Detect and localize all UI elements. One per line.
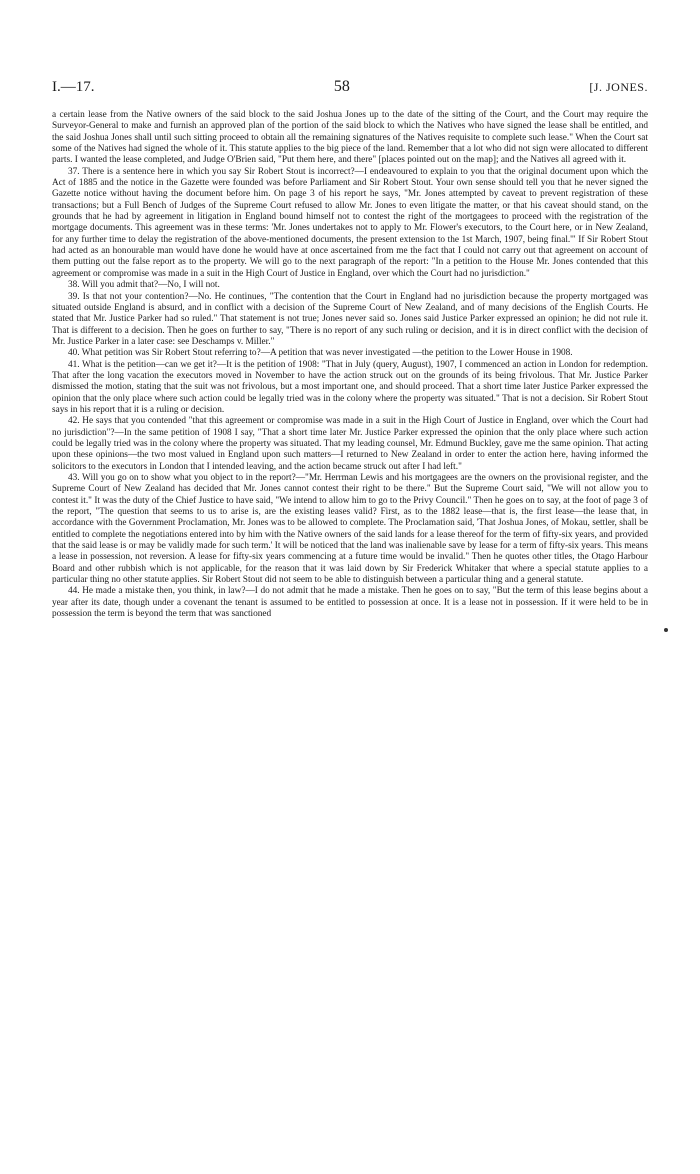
paragraph: a certain lease from the Native owners of the said block to the said Joshua Jones up to the date of the sitting of the Court, and the Court may require the Surveyor-General to make and furnish an approved plan of the portion of the said block to which the Natives who have signed the lease shall be entitled, and the said Joshua Jones shall until such sitting proceed to obtain all the remaining signatures of the Natives requisite to complete such lease." When the Court sat some of the Natives had signed the whole of it. This statute applies to the big piece of the land. Remember that a lot who did not sign were allocated to different parts. I wanted the lease completed, and Judge O'Brien said, "Put them here, and there" [places pointed out on the map]; and the Natives all agreed with it. bbox=[52, 110, 648, 166]
paragraph: 42. He says that you contended "that this agreement or compromise was made in a suit in the High Court of Justice in England, over which the Court had no jurisdiction"?—In the same petition of 1908 I say, "That a short time later Mr. Justice Parker expressed the opinion that the only place where such action could be legally tried was in the colony where the property was situated. That my leading counsel, Mr. Edmund Buckley, gave me the same opinion. That acting upon these opinions—the two most valued in England upon such matters—I returned to New Zealand in order to enter the action here, having informed the solicitors to the executors in London that I intended leaving, and the action became struck out after I had left." bbox=[52, 416, 648, 472]
paragraph: 39. Is that not your contention?—No. He continues, "The contention that the Court in England had no jurisdiction because the property mortgaged was situated outside England is absurd, and in conflict with a decision of the Supreme Court of New Zealand, and of many decisions of the English Courts. He stated that Mr. Justice Parker had so ruled." That statement is not true; Jones never said so. Jones said Justice Parker expressed an opinion; he did not rule it. That is different to a decision. Then he goes on further to say, "There is no report of any such ruling or decision, and it is in direct conflict with the decision of Mr. Justice Parker in a later case: see Deschamps v. Miller." bbox=[52, 291, 648, 347]
witness-name: [J. JONES. bbox=[589, 80, 648, 94]
paragraph: 37. There is a sentence here in which you say Sir Robert Stout is incorrect?—I endeavoured to explain to you that the original document upon which the Act of 1885 and the notice in the Gazette were founded was before Parliament and Sir Robert Stout. Your own sense should tell you that he never signed the Gazette notice without having the document before him. On page 3 of his report he says, "Mr. Jones attempted by caveat to prevent registration of these transactions; but a Full Bench of Judges of the Supreme Court refused to allow Mr. Jones to even litigate the matter, or that his caveat should stand, on the grounds that he had by agreement in litigation in England bound himself not to contest the right of the mortgagees to proceed with the registration of the mortgage documents. This agreement was in these terms: 'Mr. Jones undertakes not to apply to Mr. Flower's executors, to the Court here, or in New Zealand, for any further time to delay the registration of the above-mentioned documents, the present extension to the 1st March, 1907, being final.'" If Sir Robert Stout had acted as an honourable man would have done he would have at once ascertained from me the fact that I could not carry out that agreement on account of them putting out the false report as to the property. We will go to the next paragraph of the report: "In a petition to the House Mr. Jones contended that this agreement or compromise was made in a suit in the High Court of Justice in England, over which the Court had no jurisdiction." bbox=[52, 166, 648, 279]
page-header bbox=[52, 78, 648, 96]
report-reference: I.—17. bbox=[52, 79, 95, 95]
paragraph: 43. Will you go on to show what you object to in the report?—"Mr. Herrman Lewis and his mortgagees are the owners on the provisional register, and the Supreme Court of New Zealand has decided that Mr. Jones cannot contest their right to be there." But the Supreme Court said, "We will not allow you to contest it." It was the duty of the Chief Justice to have said, "We intend to allow him to go to the Privy Council." Then he goes on to say, at the foot of page 3 of the report, "The question that seems to us to arise is, are the existing leases valid? First, as to the 1882 lease—that is, the first lease—the lease that, in accordance with the Government Proclamation, Mr. Jones was to be allowed to complete. The Proclamation said, 'That Joshua Jones, of Mokau, settler, shall be entitled to complete the negotiations entered into by him with the Native owners of the said lands for a lease thereof for the term of fifty-six years, and provided that the said lease is or may be validly made for such term.' It will be noticed that the land was inalienable save by lease for a term of fifty-six years. This means a lease in possession, not reversion. A lease for fifty-six years commencing at a future time would be invalid." Then he quotes other titles, the Otago Harbour Board and other rubbish which is not applicable, for the reason that it was laid down by Sir Frederick Whitaker that where a special statute applies to a particular thing no other statute applies. Sir Robert Stout did not seem to be able to distinguish between a particular thing and a general statute. bbox=[52, 473, 648, 586]
document-body bbox=[52, 110, 648, 620]
paragraph: 41. What is the petition—can we get it?—It is the petition of 1908: "That in July (query, August), 1907, I commenced an action in London for redemption. That after the long vacation the executors moved in November to have the action struck out on the grounds of its being frivolous. That Mr. Justice Parker dismissed the motion, stating that the suit was not frivolous, but a most important one, and should proceed. That a short time later Justice Parker expressed the opinion that the only place where such action could be legally tried was in the colony where the property was situated." That is not a decision. Sir Robert Stout says in his report that it is a ruling or decision. bbox=[52, 359, 648, 415]
paragraph: 40. What petition was Sir Robert Stout referring to?—A petition that was never investigated —the petition to the Lower House in 1908. bbox=[68, 348, 573, 359]
paragraph: 44. He made a mistake then, you think, in law?—I do not admit that he made a mistake. Then he goes on to say, "But the term of this lease begins about a year after its date, though under a covenant the tenant is assumed to be entitled to possession at once. It is a lease not in possession. If it were held to be in possession the term is beyond the term that was sanctioned bbox=[52, 586, 648, 620]
page-number: 58 bbox=[333, 78, 350, 95]
margin-mark bbox=[664, 628, 668, 632]
paragraph: 38. Will you admit that?—No, I will not. bbox=[68, 280, 220, 291]
